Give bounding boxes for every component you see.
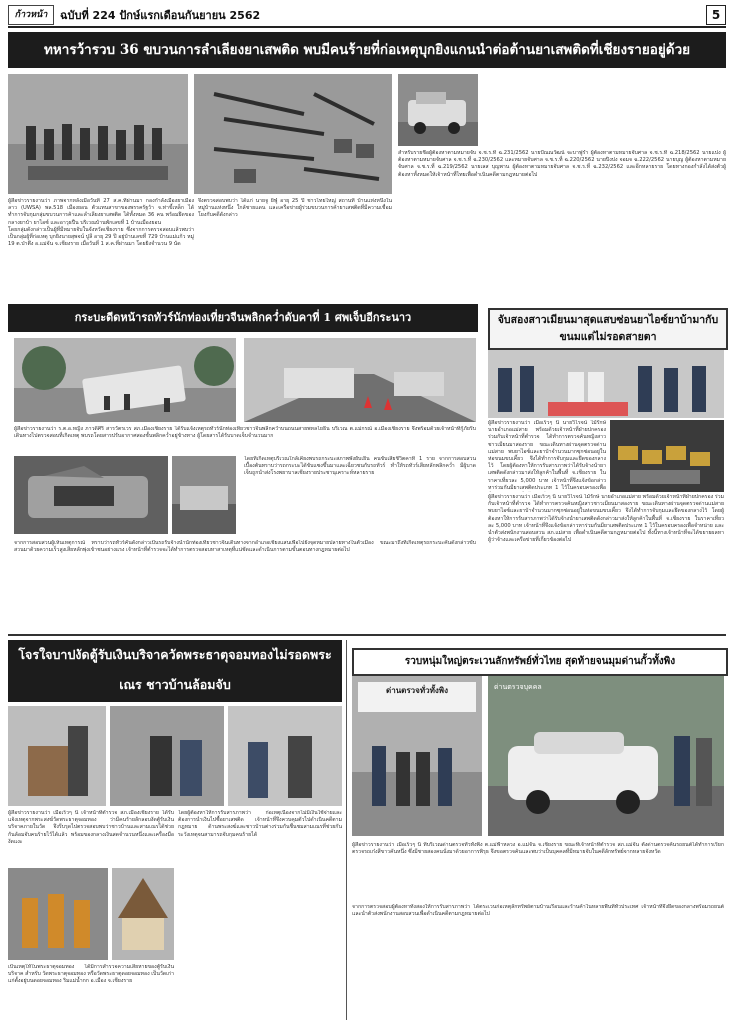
- story5-body-a: ผู้สื่อข่าวรายงานว่า เมื่อเร็วๆ นี้ ที่บริเวณด่านตรวจทั่วทั้งพิง ต.แม่ฟ้าหลวง อ.แม่จัน จ.เชียงราย ขณะที่เจ้าหน้าที่ตำรวจ สภ.แม่จัน ตั้งด่านตรวจค้นรถยนต์ได้ทำการเรียกตรวจรถเก๋งสีขาวคันหนึ่ง ซึ่งมีชายสองคนนั่งมาด้วยอาการพิรุธ จึงขอตรวจค้นและพบว่าเป็นบุคคลที่มีหมายจับในคดีลักทรัพย์จากหลายจังหวัด: [352, 842, 724, 856]
- story3-photo-road-image: [244, 338, 476, 422]
- story4-body-c: เป็นเหตุให้ในพระธาตุจอมทอง ได้มีการสำรวจความเสียหายของตู้รับเงินบริจาค สำหรับ วัดพระธาตุจอมทอง หรือวัดพระธาตุดอยจอมทอง เป็นวัดเก่าแก่ตั้งอยู่บนดอยจอมทอง ริมแม่น้ำกก อ.เมือง จ.เชียงราย: [8, 964, 174, 985]
- story2-photo-suspects-image: [488, 350, 724, 418]
- newspaper-logo: ก้าวหน้า: [8, 5, 54, 25]
- story1-photo-truck-image: [398, 74, 478, 146]
- story5-sign-label: ด่านตรวจทั่วทั้งพิง: [386, 686, 448, 695]
- story4-body-bottom: [8, 964, 174, 1020]
- story4-photo-2: [110, 706, 224, 806]
- story1-body-col1: [8, 198, 194, 298]
- story1-photo-weapons-image: [194, 74, 392, 194]
- story4-photo-3-image: [228, 706, 342, 806]
- story4-photo-2-image: [110, 706, 224, 806]
- story3-body-b: โดยที่เกิดเหตุบริเวณใกล้เคียงพบรถกระบะสภาพพังยับเยิน คนขับเสียชีวิตคาที่ 1 ราย จากการสอบสวนเบื้องต้นทราบว่ารถกระบะได้ขับแซงขึ้นมาและเฉี่ยวชนกับรถทัวร์ ทำให้รถทัวร์เสียหลักพลิกคว่ำ มีผู้บาดเจ็บถูกนำส่งโรงพยาบาลเชียงรายประชานุเคราะห์หลายราย: [244, 456, 476, 477]
- story4-photo-monks: [8, 868, 108, 960]
- story5-body-b-box: [352, 904, 724, 1020]
- story3-body-c: จากการสอบสวนผู้เห็นเหตุการณ์ ทราบว่ารถทัวร์คันดังกล่าวเป็นรถรับจ้างนำนักท่องเที่ยวชาวจีนเดินทางจากอำเภอเชียงแสนเพื่อไปยังจุดหมายปลายทางในตัวเมือง ขณะมาถึงที่เกิดเหตุรถกระบะคันดังกล่าวขับสวนมาด้วยความเร็วสูงเสียหลักพุ่งเข้าชนอย่างแรง เจ้าหน้าที่ตำรวจจะได้ทำการตรวจสอบหาสาเหตุที่แน่ชัดและดำเนินการตามขั้นตอนทางกฎหมายต่อไป: [14, 540, 476, 554]
- story4-photo-temple: [112, 868, 174, 960]
- story4-photo-1: [8, 706, 106, 806]
- story1-photo-truck: [398, 74, 478, 146]
- story5-headline: [352, 648, 728, 676]
- story1-body-a: ผู้สื่อข่าวรายงานว่า ภาพจากหลังเมื่อวันที่ 27 ส.ค.ที่ผ่านมา กองกำลังเมืองยาเมืองลาว (UWSA) พล.518 เมืองยอน ตัวแทนสาขาของพรรครัฐว้า จ.ท่าขี้เหล็ก ได้ทำการจับกุมกลุ่มขบวนการค้าและลำเลียงยาเสพติด ได้ทั้งหมด 36 คน พร้อมยึดของกลางยาบ้า ยาไอซ์ และอาวุธปืน บริเวณบ้านพักเลขที่ 1 บ้านเมืองยอน: [8, 198, 194, 226]
- story3-photo-scene-image: [172, 456, 236, 534]
- issue-line: ฉบับที่ 224 ปักษ์แรกเดือนกันยายน 2562: [60, 9, 261, 22]
- story1-body-c: จึงตรวจสอบพบว่า ได้แก่ นายจู ยี่ฟู่ อายุ 25 ปี ชาวไทยใหญ่ สถานที่ บ้านแห่งหนึ่งในหมู่บ้านแห่งหนึ่ง ใกล้ชายแดน และเครือข่ายผู้ร่วมขบวนการค้ายาเสพติดที่มีความเชื่อมโยงกับคดีดังกล่าว: [198, 198, 392, 219]
- section-divider: [8, 634, 726, 636]
- story2-body-text: ผู้สื่อข่าวรายงานว่า เมื่อเร็วๆ นี้ นายวิโรจน์ ไม้รักษ์ นายอำเภอแม่สาย พร้อมด้วยเจ้าหน้าที่ฝ่ายปกครอง ร่วมกับเจ้าหน้าที่ตำรวจ ได้ทำการตรวจค้นหญิงสาวชาวเมียนมาสองราย ขณะเดินทางผ่านจุดตรวจด่านแม่สาย พบยาไอซ์และยาบ้าจำนวนมากซุกซ่อนอยู่ในห่อขนมขบเคี้ยว จึงได้ทำการจับกุมและยึดของกลางไว้ โดยผู้ต้องหาให้การรับสารภาพว่าได้รับจ้างนำยาเสพติดดังกล่าวมาส่งให้ลูกค้าในพื้นที่ จ.เชียงราย ในราคาเที่ยวละ 5,000 บาท เจ้าหน้าที่จึงแจ้งข้อกล่าวหาร่วมกันมียาเสพติดประเภท 1 ไว้ในครอบครองเพื่อ: [488, 420, 606, 491]
- story1-body-col3: [398, 150, 726, 310]
- story4-photo-temple-image: [112, 868, 174, 960]
- story4-body-col1: [8, 810, 174, 866]
- story2-photo-drugs: [610, 420, 724, 492]
- story4-photo-3: [228, 706, 342, 806]
- story5-photo-checkpoint: [352, 676, 482, 836]
- story5-photo-car-image: [488, 676, 724, 836]
- story5-photo-checkpoint-image: [352, 676, 482, 836]
- story2-photo-suspects: [488, 350, 724, 418]
- story3-photo-scene: [172, 456, 236, 534]
- story1-body-b: โดยกลุ่มดังกล่าวเป็นผู้ที่มีหมายจับในจังหวัดเชียงราย ซึ่งจากการตรวจสอบแล้วพบว่าเป็นกลุ่มผู้ที่ก่อเหตุ บุกยิงนายสุพจน์ ปูลี อายุ 29 ปี อยู่บ้านเลขที่ 729 บ้านแม่แก้ว หมู่ 19 ต.ป่าตึง อ.แม่จัน จ.เชียงราย เมื่อวันที่ 1 ส.ค.ที่ผ่านมา โดยยิงจำนวน 9 นัด: [8, 226, 194, 248]
- story1-photo-weapons: [194, 74, 392, 194]
- story3-photo-wreck-image: [14, 456, 168, 534]
- story2-headline-text: จับสองสาวเมียนมาสุดแสบซ่อนยาไอซ์ยาบ้ามากับขนมแต่ไม่รอดสายตา: [497, 314, 719, 343]
- story4-body-b: โดยผู้ต้องหาให้การรับสารภาพว่า ก่อเหตุเนื่องจากไม่มีเงินใช้จ่ายและต้องการนำเงินไปซื้อยาเสพติด เจ้าหน้าที่จึงควบคุมตัวไปดำเนินคดีตามกฎหมาย ด้านพระสงฆ์และชาวบ้านต่างร่วมกันชื่นชมสามเณรที่ช่วยกันระวังเหตุจนสามารถจับกุมคนร้ายได้: [178, 810, 342, 838]
- story4-body-a: ผู้สื่อข่าวรายงานว่า เมื่อเร็วๆ นี้ เจ้าหน้าที่ตำรวจ สภ.เมืองเชียงราย ได้รับแจ้งเหตุจากพระสงฆ์วัดพระธาตุจอมทอง ว่ามีคนร้ายลักลอบงัดตู้รับเงินบริจาคภายในวัด จึงรีบรุดไปตรวจสอบพบว่าชาวบ้านและสามเณรได้ช่วยกันล้อมจับคนร้ายไว้ได้แล้ว พร้อมของกลางเงินสดจำนวนหนึ่งและเครื่องมืองัดแงะ: [8, 810, 174, 845]
- story1-headline: ทหารว้ารวบ 36 ขบวนการลำเลียงยาเสพติด พบมีคนร้ายที่ก่อเหตุบุกยิงแกนนำต่อต้านยาเสพติดที่เชียงรายอยู่ด้วย: [8, 32, 726, 68]
- story4-photo-1-image: [8, 706, 106, 806]
- story5-headline-text: รวบหนุ่มใหญ่ตระเวนลักทรัพย์ทั่วไทย สุดท้ายจนมุมด่านกั้วทั้งพิง: [404, 656, 676, 667]
- story3-photo-road: [244, 338, 476, 422]
- story3-body-col2: [244, 456, 476, 542]
- story3-body-full: [14, 426, 476, 454]
- story2-body-cont: [488, 494, 724, 630]
- story2-body: [488, 420, 606, 492]
- story5-photo-car: [488, 676, 724, 836]
- story2-headline: [488, 308, 728, 350]
- story3-photo-wreck: [14, 456, 168, 534]
- story1-body-col2: [198, 198, 392, 298]
- story3-photo-bus-image: [14, 338, 236, 422]
- story1-photo-group-image: [8, 74, 188, 194]
- story3-body-a: ผู้สื่อข่าวรายงานว่า ร.ต.อ.หญิง ภาวดีศิริ สารวัตรเวร สภ.เมืองเชียงราย ได้รับแจ้งเหตุรถทัวร์นักท่องเที่ยวชาวจีนพลิกคว่ำบนถนนสายพหลโยธิน บริเวณ ต.แม่กรณ์ อ.เมืองเชียงราย จึงพร้อมด้วยเจ้าหน้าที่กู้ภัยรีบเดินทางไปตรวจสอบที่เกิดเหตุ พบรถโดยสารปรับอากาศสองชั้นพลิกคว่ำอยู่ข้างทาง ผู้โดยสารได้รับบาดเจ็บจำนวนมาก: [14, 426, 476, 440]
- story4-headline: โจรใจบาปงัดตู้รับเงินบริจาควัดพระธาตุจอมทองไม่รอดพระเณร ชาวบ้านล้อมจับ: [8, 640, 342, 702]
- story5-body-a-box: [352, 842, 724, 902]
- column-divider: [346, 640, 347, 1020]
- story3-body-bottom: [14, 540, 476, 568]
- page-number: 5: [706, 5, 726, 25]
- story5-body-b: จากการตรวจสอบผู้ต้องหาทั้งสองให้การรับสารภาพว่า ได้ตระเวนก่อเหตุลักทรัพย์ตามบ้านเรือนและร้านค้าในหลายพื้นที่ทั่วประเทศ เจ้าหน้าที่จึงยึดของกลางพร้อมรถยนต์ และนำตัวส่งพนักงานสอบสวนเพื่อดำเนินคดีตามกฎหมายต่อไป: [352, 904, 724, 918]
- story1-body-d: สำหรับรายชื่อผู้ต้องหาตามหมายจับ จ.ช.ร.ที่ ฉ.231/2562 นายปัณณวัฒน์ จะบาฟูรำ ผู้ต้องหาตามหมายจับศาล จ.ช.ร.ที่ ฉ.218/2562 นายแปง ผู้ต้องหาตามหมายจับศาล จ.ช.ร.ที่ ฉ.230/2562 และหมายจับศาล จ.ช.ร.ที่ ฉ.220/2562 นายปิงปง จอมจ ฉ.222/2562 นายบุญ ผู้ต้องหาตามหมายจับศาล จ.ช.ร.ที่ ฉ.219/2562 นายเลส บุญพาน ผู้ต้องหาตามหมายจับศาล จ.ช.ร.ที่ ฉ.232/2562 และอีกหลายราย โดยทางกองกำลังได้ส่งตัวผู้ต้องหาทั้งหมดให้เจ้าหน้าที่ไทยเพื่อดำเนินคดีตามกฎหมายต่อไป: [398, 150, 726, 178]
- story2-photo-drugs-image: [610, 420, 724, 492]
- story4-photo-monks-image: [8, 868, 108, 960]
- story3-headline: กระบะดีดหน้ารถทัวร์นักท่องเที่ยวจีนพลิกคว่ำดับคาที่ 1 ศพเจ็บอีกระนาว: [8, 304, 478, 332]
- story4-body-col2: [178, 810, 342, 1020]
- story1-photo-group: [8, 74, 188, 194]
- story3-photo-bus: [14, 338, 236, 422]
- story2-body-text-cont: ผู้สื่อข่าวรายงานว่า เมื่อเร็วๆ นี้ นายวิโรจน์ ไม้รักษ์ นายอำเภอแม่สาย พร้อมด้วยเจ้าหน้าที่ฝ่ายปกครอง ร่วมกับเจ้าหน้าที่ตำรวจ ได้ทำการตรวจค้นหญิงสาวชาวเมียนมาสองราย ขณะเดินทางผ่านจุดตรวจด่านแม่สาย พบยาไอซ์และยาบ้าจำนวนมากซุกซ่อนอยู่ในห่อขนมขบเคี้ยว จึงได้ทำการจับกุมและยึดของกลางไว้ โดยผู้ต้องหาให้การรับสารภาพว่าได้รับจ้างนำยาเสพติดดังกล่าวมาส่งให้ลูกค้าในพื้นที่ จ.เชียงราย ในราคาเที่ยวละ 5,000 บาท เจ้าหน้าที่จึงแจ้งข้อกล่าวหาร่วมกันมียาเสพติดประเภท 1 ไว้ในครอบครองเพื่อจำหน่าย และนำตัวส่งพนักงานสอบสวน สภ.แม่สาย เพื่อดำเนินคดีตามกฎหมายต่อไป ทั้งนี้ทางเจ้าหน้าที่จะได้ขยายผลหาผู้ว่าจ้างและเครือข่ายที่เกี่ยวข้องต่อไป: [488, 494, 724, 544]
- story5-sign-label-2: ด่านตรวจบุคคล: [494, 683, 542, 691]
